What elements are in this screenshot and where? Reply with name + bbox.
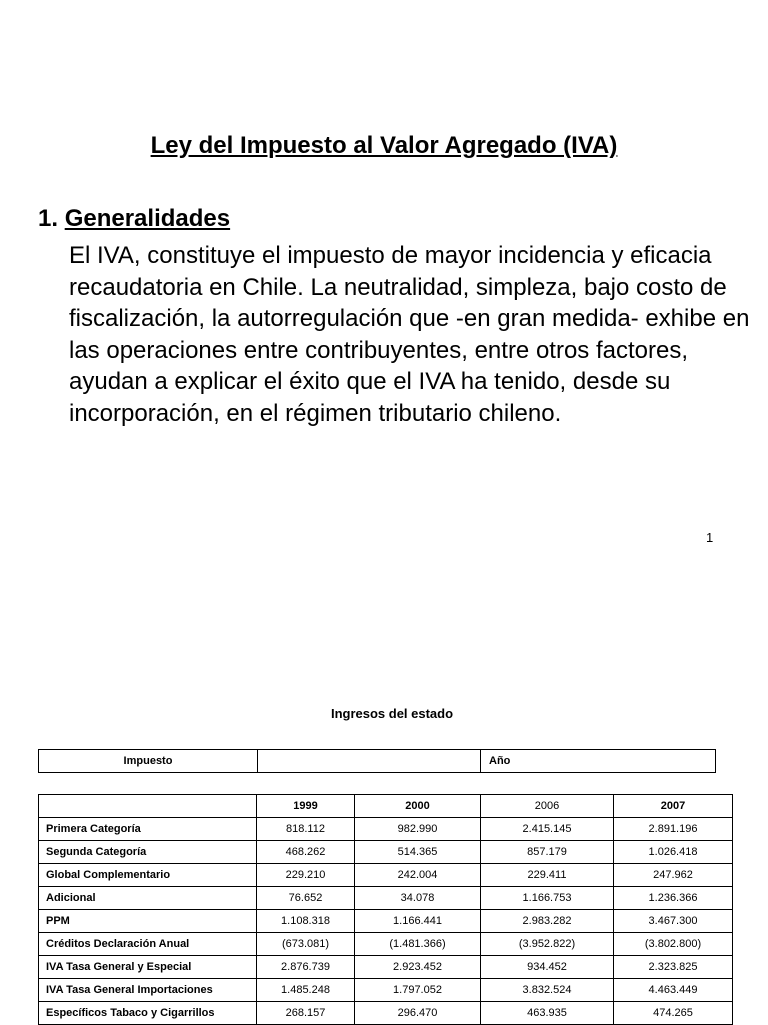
value-cell: 76.652 <box>257 887 355 910</box>
value-cell: 1.236.366 <box>614 887 733 910</box>
value-cell: 1.485.248 <box>257 979 355 1002</box>
table-title: Ingresos del estado <box>330 706 454 721</box>
table-row <box>39 979 733 1002</box>
year-header-row <box>39 795 733 818</box>
year-header-cell: 2007 <box>614 795 733 818</box>
value-cell: 229.210 <box>257 864 355 887</box>
value-cell: 474.265 <box>614 1002 733 1025</box>
row-label: IVA Tasa General Importaciones <box>39 979 257 1002</box>
header-impuesto: Impuesto <box>39 750 258 773</box>
year-header-cell: 2006 <box>481 795 614 818</box>
header-row <box>39 750 716 773</box>
row-label: IVA Tasa General y Especial <box>39 956 257 979</box>
value-cell: 818.112 <box>257 818 355 841</box>
row-label: Global Complementario <box>39 864 257 887</box>
section-heading-text: Generalidades <box>64 205 231 232</box>
value-cell: 2.923.452 <box>355 956 481 979</box>
row-label: Primera Categoría <box>39 818 257 841</box>
value-cell: 268.157 <box>257 1002 355 1025</box>
value-cell: 1.166.441 <box>355 910 481 933</box>
value-cell: 2.323.825 <box>614 956 733 979</box>
slide-title: Ley del Impuesto al Valor Agregado (IVA) <box>150 132 618 159</box>
year-header-cell: 2000 <box>355 795 481 818</box>
year-header-empty <box>39 795 257 818</box>
row-label: Segunda Categoría <box>39 841 257 864</box>
body-paragraph: El IVA, constituye el impuesto de mayor incidencia y eficacia recaudatoria en Chile. La neutralidad, simpleza, bajo costo de fiscalización, la autorregulación que -en gran medida- exhibe en las operaciones entre contribuyentes, entre otros factores, ayudan a explicar el éxito que el IVA ha tenido, desde su incorporación, en el régimen tributario chileno. <box>69 242 750 427</box>
value-cell: 3.467.300 <box>614 910 733 933</box>
value-cell: (1.481.366) <box>355 933 481 956</box>
value-cell: (3.952.822) <box>481 933 614 956</box>
value-cell: 1.108.318 <box>257 910 355 933</box>
value-cell: 247.962 <box>614 864 733 887</box>
value-cell: 1.026.418 <box>614 841 733 864</box>
section-number: 1. <box>38 205 59 232</box>
row-label: Créditos Declaración Anual <box>39 933 257 956</box>
value-cell: 1.797.052 <box>355 979 481 1002</box>
table-row <box>39 910 733 933</box>
value-cell: 463.935 <box>481 1002 614 1025</box>
value-cell: 3.832.524 <box>481 979 614 1002</box>
year-header-cell: 1999 <box>257 795 355 818</box>
value-cell: 2.876.739 <box>257 956 355 979</box>
header-ano: Año <box>481 750 716 773</box>
value-cell: 34.078 <box>355 887 481 910</box>
value-cell: 934.452 <box>481 956 614 979</box>
value-cell: 229.411 <box>481 864 614 887</box>
income-table-body <box>39 795 733 1025</box>
section-heading <box>38 202 230 236</box>
value-cell: (673.081) <box>257 933 355 956</box>
income-table <box>38 794 733 1025</box>
value-cell: 1.166.753 <box>481 887 614 910</box>
header-table <box>38 749 716 773</box>
value-cell: 2.891.196 <box>614 818 733 841</box>
value-cell: 2.415.145 <box>481 818 614 841</box>
value-cell: 982.990 <box>355 818 481 841</box>
table-row <box>39 1002 733 1025</box>
table-row <box>39 933 733 956</box>
table-row <box>39 841 733 864</box>
value-cell: 296.470 <box>355 1002 481 1025</box>
table-row <box>39 887 733 910</box>
header-blank <box>258 750 481 773</box>
row-label: PPM <box>39 910 257 933</box>
table-row <box>39 818 733 841</box>
value-cell: 468.262 <box>257 841 355 864</box>
value-cell: 857.179 <box>481 841 614 864</box>
row-label: Adicional <box>39 887 257 910</box>
table-row <box>39 956 733 979</box>
page-number: 1 <box>706 530 714 545</box>
table-row <box>39 864 733 887</box>
value-cell: 514.365 <box>355 841 481 864</box>
value-cell: 2.983.282 <box>481 910 614 933</box>
value-cell: 4.463.449 <box>614 979 733 1002</box>
value-cell: (3.802.800) <box>614 933 733 956</box>
row-label: Específicos Tabaco y Cigarrillos <box>39 1002 257 1025</box>
value-cell: 242.004 <box>355 864 481 887</box>
